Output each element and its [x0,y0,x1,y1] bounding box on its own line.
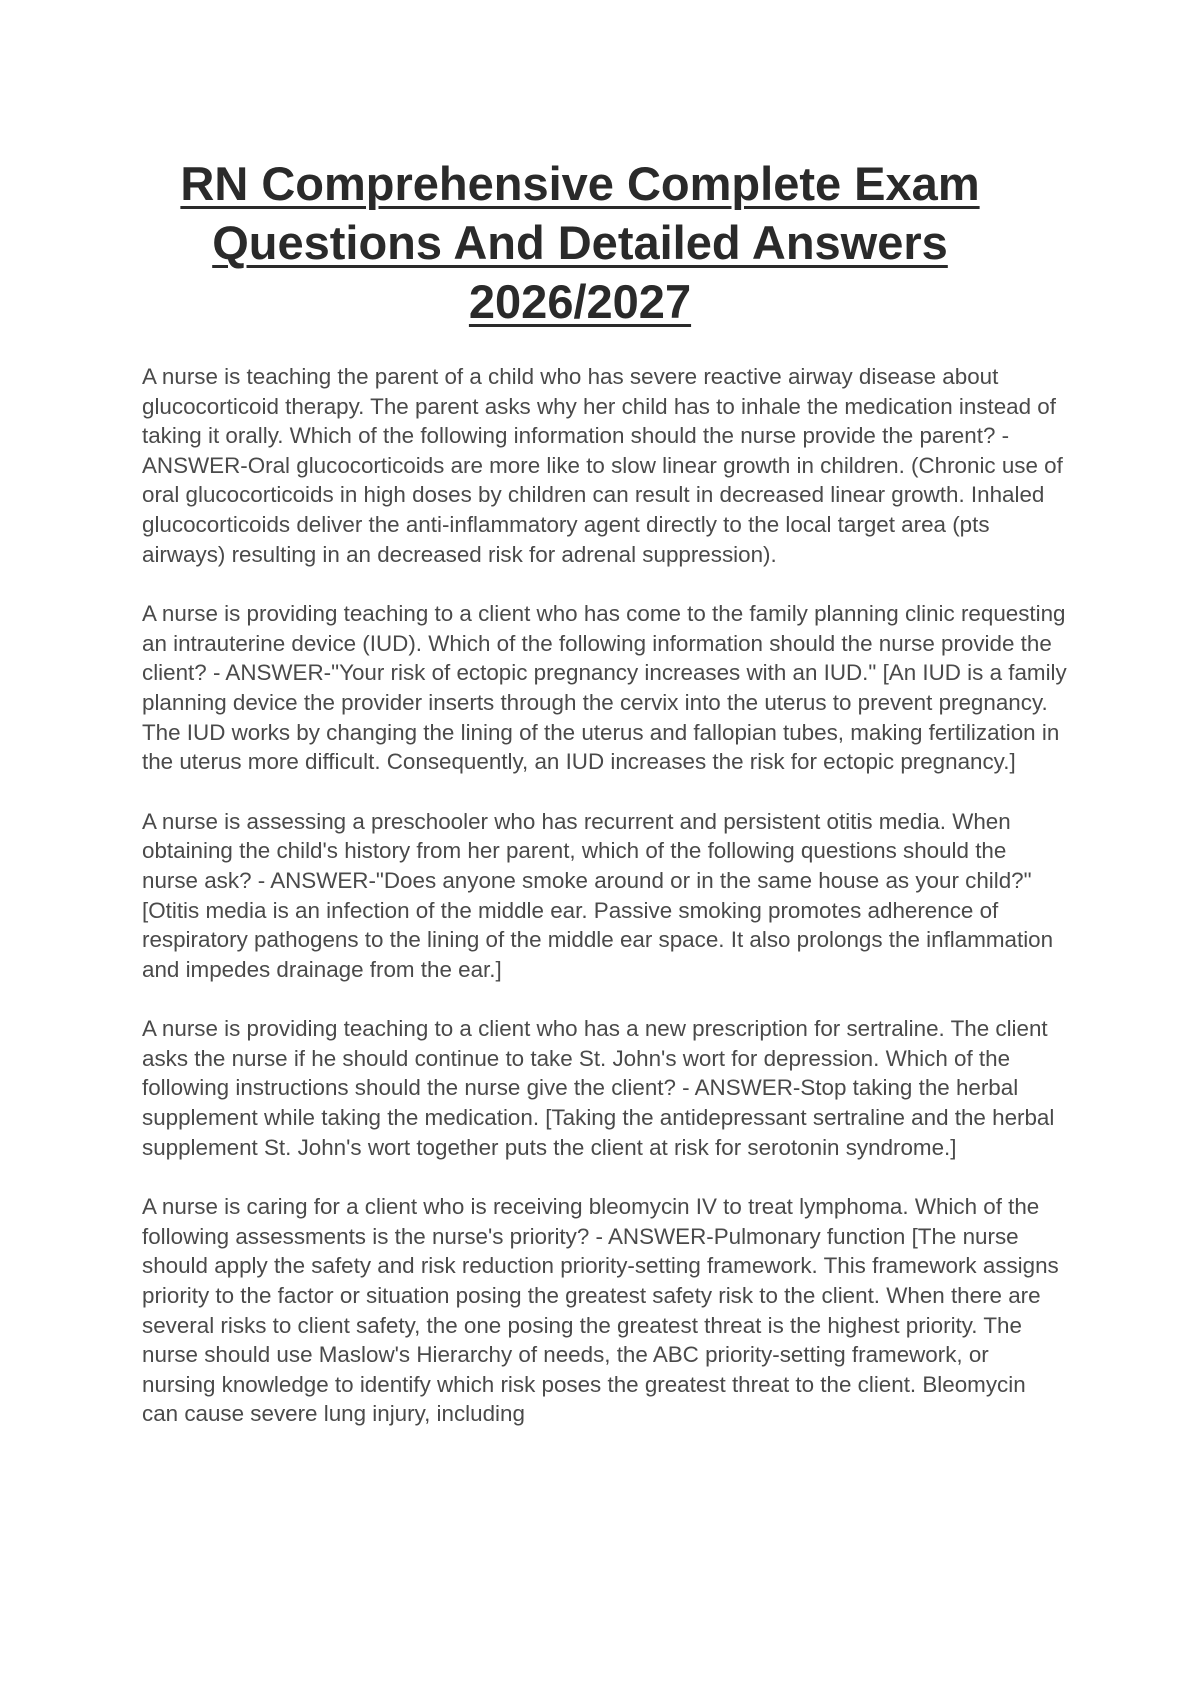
title-line-2: Questions And Detailed Answers [212,216,948,269]
question-answer-paragraph-4: A nurse is providing teaching to a client who has a new prescription for sertraline. The client asks the nurse if he should continue to take St. John's wort for depression. Which of the following instructions should the nurse give the client? - ANSWER-Stop taking the herbal supplement while taking the medication. [Taking the antidepressant sertraline and the herbal supplement St. John's wort together puts the client at risk for serotonin syndrome.] [142,1016,1055,1160]
question-answer-paragraph-5: A nurse is caring for a client who is receiving bleomycin IV to treat lymphoma. Which of the following assessments is the nurse's priority? - ANSWER-Pulmonary function [The nurse should apply the safety and risk reduction priority-setting framework. This framework assigns priority to the factor or situation posing the greatest safety risk to the client. When there are several risks to client safety, the one posing the greatest threat is the highest priority. The nurse should use Maslow's Hierarchy of needs, the ABC priority-setting framework, or nursing knowledge to identify which risk poses the greatest threat to the client. Bleomycin can cause severe lung injury, including [142,1194,1059,1427]
question-answer-paragraph-2: A nurse is providing teaching to a client who has come to the family planning clinic requesting an intrauterine device (IUD). Which of the following information should the nurse provide the client? - ANSWER-"Your risk of ectopic pregnancy increases with an IUD." [An IUD is a family planning device the provider inserts through the cervix into the uterus to prevent pregnancy. The IUD works by changing the lining of the uterus and fallopian tubes, making fertilization in the uterus more difficult. Consequently, an IUD increases the risk for ectopic pregnancy.] [142,601,1067,775]
question-answer-paragraph-3: A nurse is assessing a preschooler who has recurrent and persistent otitis media. When obtaining the child's history from her parent, which of the following questions should the nurse ask? - ANSWER-"Does anyone smoke around or in the same house as your child?" [Otitis media is an infection of the middle ear. Passive smoking promotes adherence of respiratory pathogens to the lining of the middle ear space. It also prolongs the inflammation and impedes drainage from the ear.] [142,808,1054,982]
document-title [150,154,1010,331]
title-line-1: RN Comprehensive Complete Exam [180,157,980,210]
title-line-3: 2026/2027 [468,275,692,328]
document-body [142,362,1067,1459]
question-answer-paragraph-1: A nurse is teaching the parent of a child who has severe reactive airway disease about glucocorticoid therapy. The parent asks why her child has to inhale the medication instead of taking it orally. Which of the following information should the nurse provide the parent? - ANSWER-Oral glucocorticoids are more like to slow linear growth in children. (Chronic use of oral glucocorticoids in high doses by children can result in decreased linear growth. Inhaled glucocorticoids deliver the anti-inflammatory agent directly to the local target area (pts airways) resulting in an decreased risk for adrenal suppression). [142,364,1063,567]
